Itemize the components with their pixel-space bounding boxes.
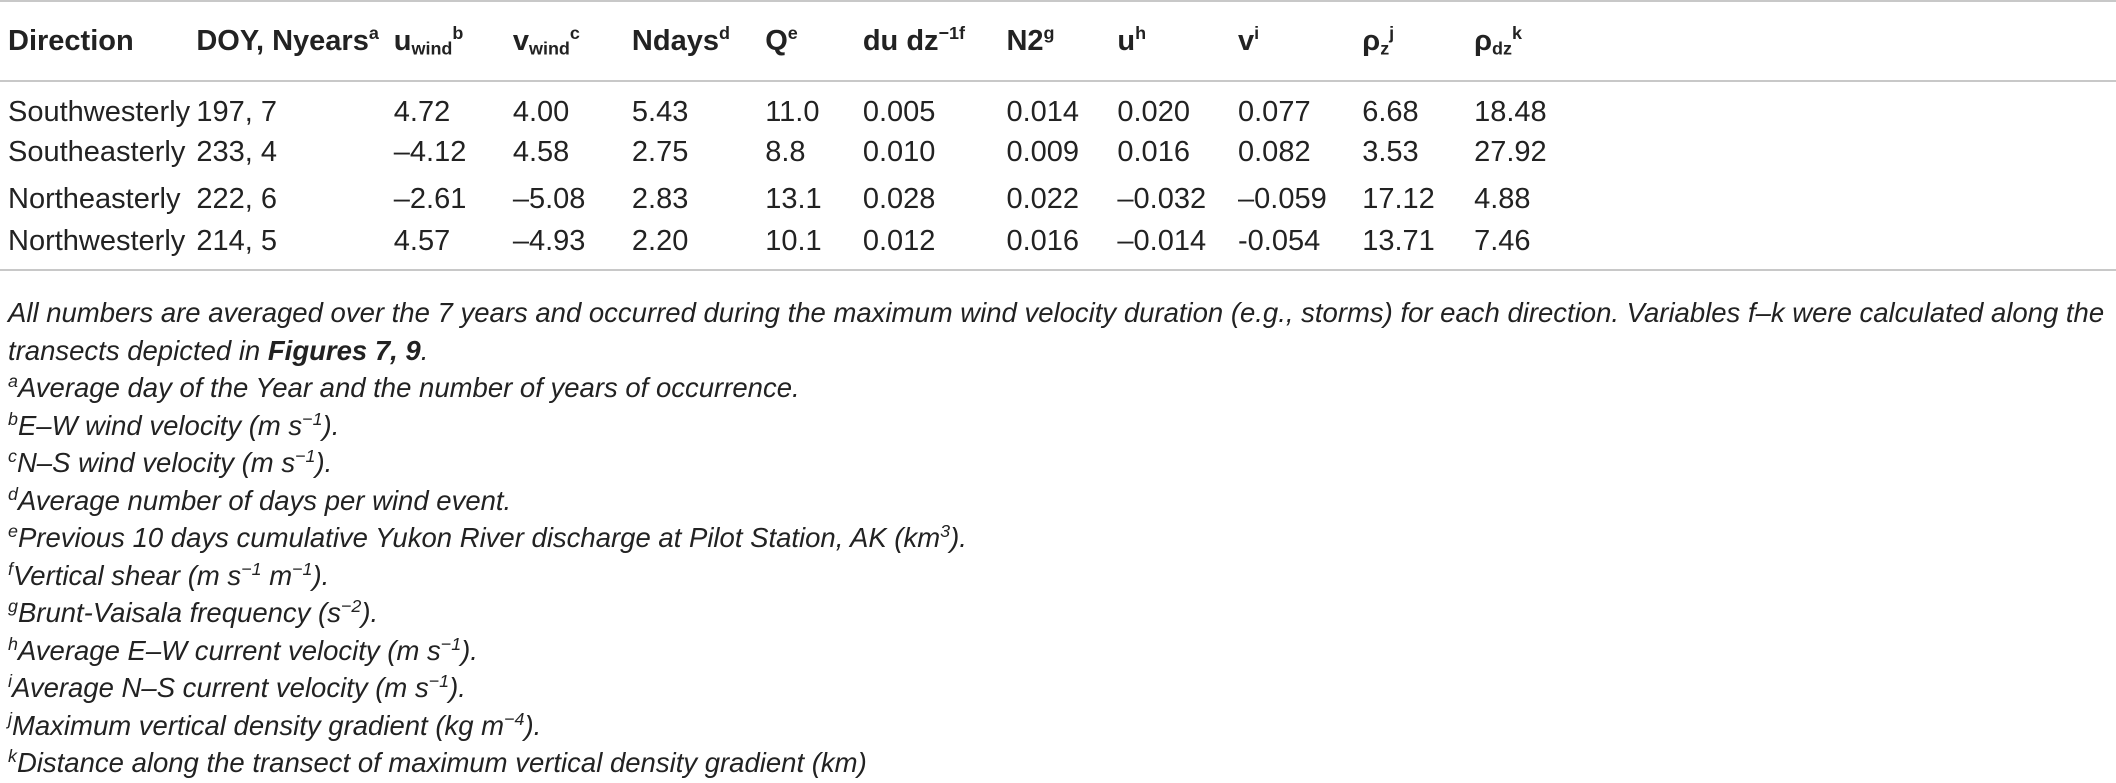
footnote-mark: i xyxy=(8,671,12,692)
table-cell: 2.83 xyxy=(631,183,689,215)
column-header-subscript: wind xyxy=(411,37,453,58)
table-cell: 8.8 xyxy=(765,136,806,168)
footnote xyxy=(8,369,2108,407)
table-footnotes xyxy=(8,294,2108,782)
table-cell: 197, 7 xyxy=(196,96,277,128)
table-cell: 10.1 xyxy=(765,223,863,270)
table-cell: 3.53 xyxy=(1362,136,1419,168)
table-cell: 0.077 xyxy=(1238,96,1311,128)
footnote xyxy=(8,444,2108,482)
footnote-mark: a xyxy=(8,371,18,392)
table-header-row xyxy=(0,1,2116,81)
column-header-label: du dz xyxy=(862,24,939,57)
table-row xyxy=(0,81,2116,129)
footnote-mark: g xyxy=(8,596,18,617)
table-cell: 233, 4 xyxy=(196,136,277,168)
column-header xyxy=(765,1,863,81)
column-header xyxy=(1117,1,1238,81)
table-cell: 6.68 xyxy=(1362,96,1419,128)
table-cell: 0.012 xyxy=(863,223,1007,270)
footnote-exponent: −1 xyxy=(292,558,313,579)
footnote-text: Average N–S current velocity (m s xyxy=(11,672,429,703)
footnote-text: N–S wind velocity (m s xyxy=(16,447,296,478)
footnote-exponent: −4 xyxy=(504,708,525,729)
column-header-label: ρ xyxy=(1474,24,1493,57)
footnote-mark: j xyxy=(8,708,12,729)
table-cell: 11.0 xyxy=(765,96,820,128)
footnote-text: m xyxy=(261,559,293,591)
table-cell: 222, 6 xyxy=(196,183,277,215)
footnote xyxy=(8,557,2108,595)
column-header-label: ρ xyxy=(1362,24,1381,57)
table-cell: 4.00 xyxy=(512,96,570,128)
general-note-text: All numbers are averaged over the 7 years and occurred during the maximum wind velocity duration (e.g., storms) for each direction. Variables f–k were calculated along the transects depicted in xyxy=(8,297,2105,366)
footnote xyxy=(8,632,2108,670)
column-header-label: u xyxy=(1117,24,1136,57)
table-cell: –5.08 xyxy=(512,183,586,215)
footnote-exponent: −2 xyxy=(340,596,362,617)
table-cell: 4.88 xyxy=(1474,183,1531,215)
table-cell: 18.48 xyxy=(1474,96,1547,128)
table-cell: 2.20 xyxy=(632,223,765,270)
footnote-text: ). xyxy=(312,559,330,591)
footnote-text: ). xyxy=(315,447,333,478)
table-cell: 17.12 xyxy=(1362,183,1435,215)
column-header-footnote-mark: d xyxy=(718,22,730,43)
table-cell: Southeasterly xyxy=(8,136,186,168)
table-cell: 0.082 xyxy=(1238,136,1311,168)
footnote-text: ). xyxy=(524,709,542,741)
column-header-footnote-mark: b xyxy=(452,22,464,43)
table-cell: –0.032 xyxy=(1117,183,1207,215)
footnote-exponent: −1 xyxy=(428,671,450,692)
figure-reference: Figures 7, 9 xyxy=(267,334,421,366)
footnote-text: Brunt-Vaisala frequency (s xyxy=(17,597,341,628)
table-row xyxy=(0,223,2116,270)
footnote-text: Average number of days per wind event. xyxy=(17,484,512,516)
footnote xyxy=(8,707,2108,745)
table-cell: 4.72 xyxy=(393,96,451,128)
footnote-list xyxy=(8,369,2108,782)
column-header-label: v xyxy=(1238,24,1255,57)
table-cell: 4.58 xyxy=(512,136,570,168)
footnote-mark: b xyxy=(8,408,18,429)
footnote-text: E–W wind velocity (m s xyxy=(17,409,303,441)
general-note-end: . xyxy=(420,334,429,366)
wind-events-table xyxy=(0,0,2116,271)
column-header xyxy=(1474,1,2116,81)
table-cell: 0.016 xyxy=(1117,136,1190,168)
column-header-label: Direction xyxy=(8,24,134,57)
table-cell: –0.014 xyxy=(1117,223,1238,270)
table-cell: 0.005 xyxy=(862,96,936,128)
column-header xyxy=(196,1,393,81)
table-cell: 5.43 xyxy=(631,96,689,128)
footnote xyxy=(8,482,2108,520)
column-header-footnote-mark: c xyxy=(569,22,580,43)
footnote-mark: h xyxy=(8,633,18,654)
footnote-mark: f xyxy=(8,558,13,579)
column-header-footnote-mark: e xyxy=(787,22,798,43)
column-header-footnote-mark: g xyxy=(1043,22,1055,43)
footnote-text: ). xyxy=(461,634,478,666)
table-cell: 2.75 xyxy=(631,136,689,168)
footnote xyxy=(8,519,2108,557)
footnote xyxy=(8,407,2108,445)
table-cell: Southwesterly xyxy=(8,96,191,128)
column-header xyxy=(1362,1,1474,81)
column-header-subscript: dz xyxy=(1492,37,1512,58)
footnote-text: Average day of the Year and the number of years of occurrence. xyxy=(17,372,800,403)
table-cell: –4.12 xyxy=(393,136,467,168)
general-note xyxy=(8,294,2108,369)
column-header-footnote-mark: h xyxy=(1135,22,1147,43)
column-header-label: u xyxy=(393,24,412,57)
column-header-label: Ndays xyxy=(631,24,719,57)
footnote-text: Vertical shear (m s xyxy=(12,559,242,591)
table-cell: 13.71 xyxy=(1362,223,1474,270)
footnote-mark: e xyxy=(8,521,18,542)
column-header xyxy=(394,1,513,81)
footnote-text: ). xyxy=(322,409,340,441)
column-header-label: v xyxy=(512,24,529,57)
table-body xyxy=(0,81,2116,270)
column-header-subscript: wind xyxy=(528,37,570,58)
footnote-mark: d xyxy=(8,483,18,504)
column-header-label: DOY, Nyears xyxy=(196,24,369,57)
footnote-text: ). xyxy=(361,597,379,628)
column-header-footnote-mark: k xyxy=(1512,22,1522,43)
table-cell: 0.022 xyxy=(1006,183,1080,215)
table-cell: 27.92 xyxy=(1474,136,1547,168)
footnote-mark: c xyxy=(8,446,17,467)
footnote-text: Average E–W current velocity (m s xyxy=(17,634,441,666)
table-cell: Northwesterly xyxy=(0,223,196,270)
footnote-text: ). xyxy=(449,672,466,703)
footnote-text: Distance along the transect of maximum vertical density gradient (km) xyxy=(16,747,867,778)
table-cell: 0.016 xyxy=(1006,223,1117,270)
table-cell: 0.009 xyxy=(1006,136,1080,168)
table-cell: 0.010 xyxy=(862,136,936,168)
column-header xyxy=(863,1,1007,81)
column-header-subscript: z xyxy=(1380,37,1390,58)
footnote-exponent: −1 xyxy=(440,633,462,654)
column-header-label: N2 xyxy=(1006,24,1044,57)
column-header-label: Q xyxy=(765,24,788,57)
footnote-mark: k xyxy=(8,746,17,767)
table-row xyxy=(0,176,2116,223)
table-cell: -0.054 xyxy=(1238,223,1362,270)
column-header xyxy=(1006,1,1117,81)
table-cell: –0.059 xyxy=(1238,183,1327,215)
footnote-text: Maximum vertical density gradient (kg m xyxy=(11,709,505,741)
column-header-footnote-mark: j xyxy=(1389,22,1395,43)
column-header xyxy=(513,1,632,81)
table-cell: 7.46 xyxy=(1474,223,2116,270)
column-header xyxy=(632,1,765,81)
footnote-exponent: −1 xyxy=(241,558,262,579)
footnote xyxy=(8,744,2108,782)
footnote xyxy=(8,669,2108,707)
column-header xyxy=(0,1,196,81)
table-cell: 0.014 xyxy=(1006,96,1080,128)
footnote-text: ). xyxy=(950,522,967,553)
table-cell: Northeasterly xyxy=(8,183,181,215)
footnote-exponent: 3 xyxy=(940,521,951,542)
table-cell: 4.57 xyxy=(394,223,513,270)
footnote xyxy=(8,594,2108,632)
table-cell: 0.028 xyxy=(862,183,936,215)
column-header-footnote-mark: −1f xyxy=(938,22,966,43)
table-cell: –4.93 xyxy=(513,223,632,270)
footnote-exponent: −1 xyxy=(302,408,323,429)
column-header-footnote-mark: a xyxy=(368,22,379,43)
column-header-footnote-mark: i xyxy=(1254,22,1260,43)
footnote-text: Previous 10 days cumulative Yukon River discharge at Pilot Station, AK (km xyxy=(17,522,941,553)
table-cell: 0.020 xyxy=(1117,96,1190,128)
column-header xyxy=(1238,1,1362,81)
table-cell: –2.61 xyxy=(393,183,467,215)
footnote-exponent: −1 xyxy=(295,446,316,467)
table-row xyxy=(0,129,2116,176)
table-cell: 13.1 xyxy=(765,183,822,215)
table-cell: 214, 5 xyxy=(196,223,393,270)
